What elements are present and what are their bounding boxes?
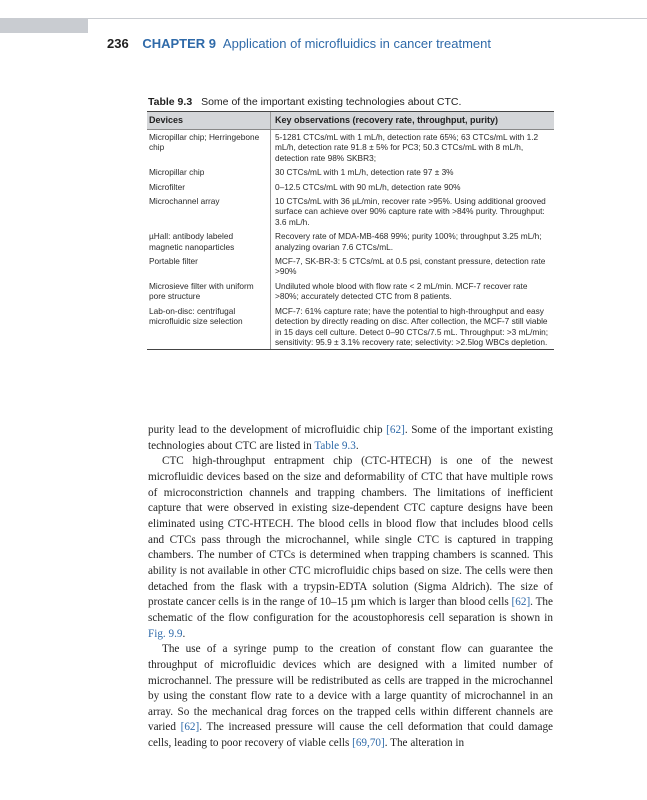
- table-row: [147, 279, 554, 304]
- text-run: purity lead to the development of microfluidic chip: [148, 424, 387, 436]
- reference-link[interactable]: [69,70]: [352, 737, 385, 750]
- table-row: [147, 180, 554, 194]
- reference-link[interactable]: Fig. 9.9: [148, 627, 183, 640]
- reference-link[interactable]: Table 9.3: [314, 439, 356, 452]
- table-header-row: [147, 112, 554, 130]
- header-rule: [88, 18, 647, 19]
- observation-cell: 10 CTCs/mL with 36 µL/min, recover rate >95%. Using additional grooved surface can achieve over 90% capture rate with >84% purity. Throughput: 3.6 mL/h.: [271, 194, 555, 229]
- text-run: . The schematic of the flow configuration for the acoustophoresis cell separation is shown in: [148, 596, 553, 624]
- reference-link[interactable]: [62]: [511, 596, 531, 609]
- table-row: [147, 194, 554, 229]
- table-row: [147, 304, 554, 350]
- text-run: CTC high-throughput entrapment chip (CTC-HTECH) is one of the newest microfluidic devices based on the size and deformability of CTC that have multiple rows of microconstriction channels and trapping chambers. The limitations of inefficient capture that were observed in existing size-dependent CTC capture designs have been eliminated using CTC-HTECH. The blood cells in blood flow that includes blood cells and CTCs pass through the microchannel, while single CTC is captured in trapping chambers. The number of CTCs is determined when trapping chambers is scanned. This ability is not available in other CTC microfluidic chips based on size. The cells were then detached from the flask with a trypsin-EDTA solution (Sigma Aldrich). The size of prostate cancer cells is in the range of 10–15 µm which is larger than blood cells: [148, 455, 553, 609]
- header-accent-bar: [0, 18, 88, 33]
- reference-link[interactable]: [62]: [180, 721, 200, 734]
- table-row: [147, 165, 554, 179]
- text-run: . The alteration in: [384, 737, 465, 750]
- text-run: .: [182, 627, 186, 640]
- table-row: [147, 130, 554, 166]
- device-cell: Microchannel array: [149, 196, 220, 207]
- observation-cell: MCF-7: 61% capture rate; have the potential to high-throughput and easy detection by directly reading on disc. After collection, the MCF-7 still viable in 15 days cell culture. Detect 0–90 CTCs/7.5 mL. Throughput: >3 mL/min; sensitivity: 95.9 ± 3.1% recovery rate; selectivity: >2.5log WBCs depletion.: [271, 304, 555, 350]
- device-cell: Portable filter: [149, 256, 198, 267]
- observation-cell: Undiluted whole blood with flow rate < 2 mL/min. MCF-7 recover rate >80%; accurately detected CTC from 8 patients.: [271, 279, 555, 304]
- observation-cell: 0–12.5 CTCs/mL with 90 mL/h, detection rate 90%: [271, 180, 555, 194]
- device-cell: Microsieve filter with uniform pore structure: [149, 280, 254, 302]
- ctc-technologies-table: [147, 111, 554, 350]
- paragraph-2: [148, 454, 553, 642]
- paragraph-3: [148, 642, 553, 752]
- reference-link[interactable]: [62]: [386, 424, 405, 436]
- table-caption: [148, 96, 461, 109]
- paragraph-1: [148, 423, 553, 454]
- table-label: Table 9.3: [148, 96, 193, 108]
- text-run: . Some of the important existing technologies about CTC are listed in: [148, 424, 553, 452]
- observation-cell: 30 CTCs/mL with 1 mL/h, detection rate 97 ± 3%: [271, 165, 555, 179]
- observation-cell: 5-1281 CTCs/mL with 1 mL/h, detection rate 65%; 63 CTCs/mL with 1.2 mL/h, detection rate 91.8 ± 5% for PC3; 50.3 CTCs/mL with 8 mL/h, detection rate 98% SKBR3;: [271, 130, 555, 166]
- table-row: [147, 254, 554, 279]
- chapter-title: Application of microfluidics in cancer treatment: [222, 36, 491, 51]
- device-cell: Micropillar chip: [149, 167, 205, 178]
- column-header-devices: Devices: [147, 112, 271, 130]
- table-caption-text: Some of the important existing technologies about CTC.: [201, 96, 462, 108]
- text-run: .: [355, 439, 359, 452]
- device-cell: Micropillar chip; Herringebone chip: [149, 132, 260, 153]
- body-text: [148, 423, 553, 752]
- text-run: . The increased pressure will cause the cell deformation that could damage cells, leading to poor recovery of viable cells: [148, 721, 553, 750]
- device-cell: µHall: antibody labeled magnetic nanoparticles: [149, 231, 235, 252]
- device-cell: Lab-on-disc: centrifugal microfluidic size selection: [147, 304, 271, 350]
- text-run: The use of a syringe pump to the creation of constant flow can guarantee the throughput of microfluidic devices which are designed with a limited number of microchannel. The pressure will be redistributed as cells are trapped in the microchannel by using the constant flow rate to a device with a large quantity of microchannel in an array. So the mechanical drag forces on the trapped cells within different channels are varied: [148, 643, 553, 734]
- observation-cell: Recovery rate of MDA-MB-468 99%; purity 100%; throughput 3.25 mL/h; analyzing ovarian 7.6 CTCs/mL.: [271, 229, 555, 254]
- observation-cell: MCF-7, SK-BR-3: 5 CTCs/mL at 0.5 psi, constant pressure, detection rate >90%: [271, 254, 555, 279]
- running-head: [107, 36, 491, 52]
- device-cell: Microfilter: [149, 181, 185, 192]
- column-header-observations: Key observations (recovery rate, throughput, purity): [271, 112, 555, 130]
- chapter-label: CHAPTER 9: [142, 36, 217, 51]
- table-row: [147, 229, 554, 254]
- page-number: 236: [107, 36, 129, 51]
